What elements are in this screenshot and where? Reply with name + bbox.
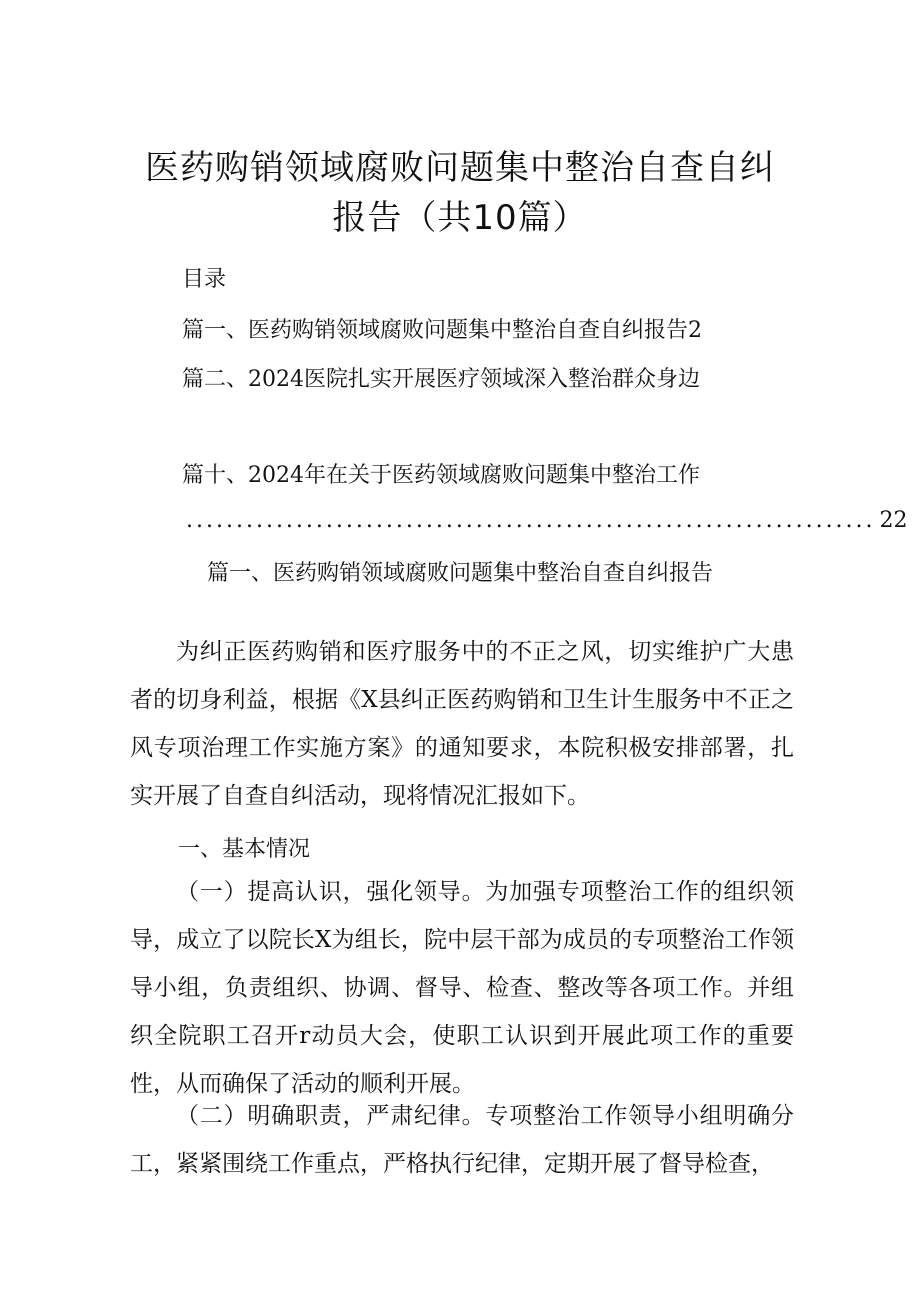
document-title-line2: 报告（共10篇） xyxy=(332,198,588,238)
toc-item-2[interactable]: 篇二、2024医院扎实开展医疗领域深入整治群众身边 xyxy=(182,367,700,392)
toc-label: 目录 xyxy=(182,267,227,292)
body-paragraph-3: （二）明确职责，严肃纪律。专项整治工作领导小组明确分工，紧紧围绕工作重点，严格执行纪律，定期开展了督导检查， xyxy=(130,1103,794,1177)
toc-item-10-leader-row xyxy=(186,508,908,533)
heading-basic-situation: 一、基本情况 xyxy=(178,837,311,862)
body-paragraph-1: 为纠正医药购销和医疗服务中的不正之风，切实维护广大患者的切身利益，根据《X县纠正医药购销和卫生计生服务中不正之风专项治理工作实施方案》的通知要求，本院积极安排部署，扎实开展了自查自纠活动，现将情况汇报如下。 xyxy=(130,639,794,809)
toc-page-number: 22 xyxy=(879,508,908,533)
toc-dot-leader: ..................................................................... xyxy=(186,508,876,533)
toc-item-1[interactable]: 篇一、医药购销领域腐败问题集中整治自查自纠报告2 xyxy=(182,318,702,343)
toc-item-10[interactable]: 篇十、2024年在关于医药领域腐败问题集中整治工作 xyxy=(182,463,700,488)
body-paragraph-2: （一）提高认识，强化领导。为加强专项整治工作的组织领导，成立了以院长X为组长，院中层干部为成员的专项整治工作领导小组，负责组织、协调、督导、检查、整改等各项工作。并组织全院职工召开r动员大会，使职工认识到开展此项工作的重要性，从而确保了活动的顺利开展。 xyxy=(130,879,794,1097)
section-title: 篇一、医药购销领域腐败问题集中整治自查自纠报告 xyxy=(206,561,713,586)
document-title-line1: 医药购销领域腐败问题集中整治自查自纠 xyxy=(145,148,775,188)
